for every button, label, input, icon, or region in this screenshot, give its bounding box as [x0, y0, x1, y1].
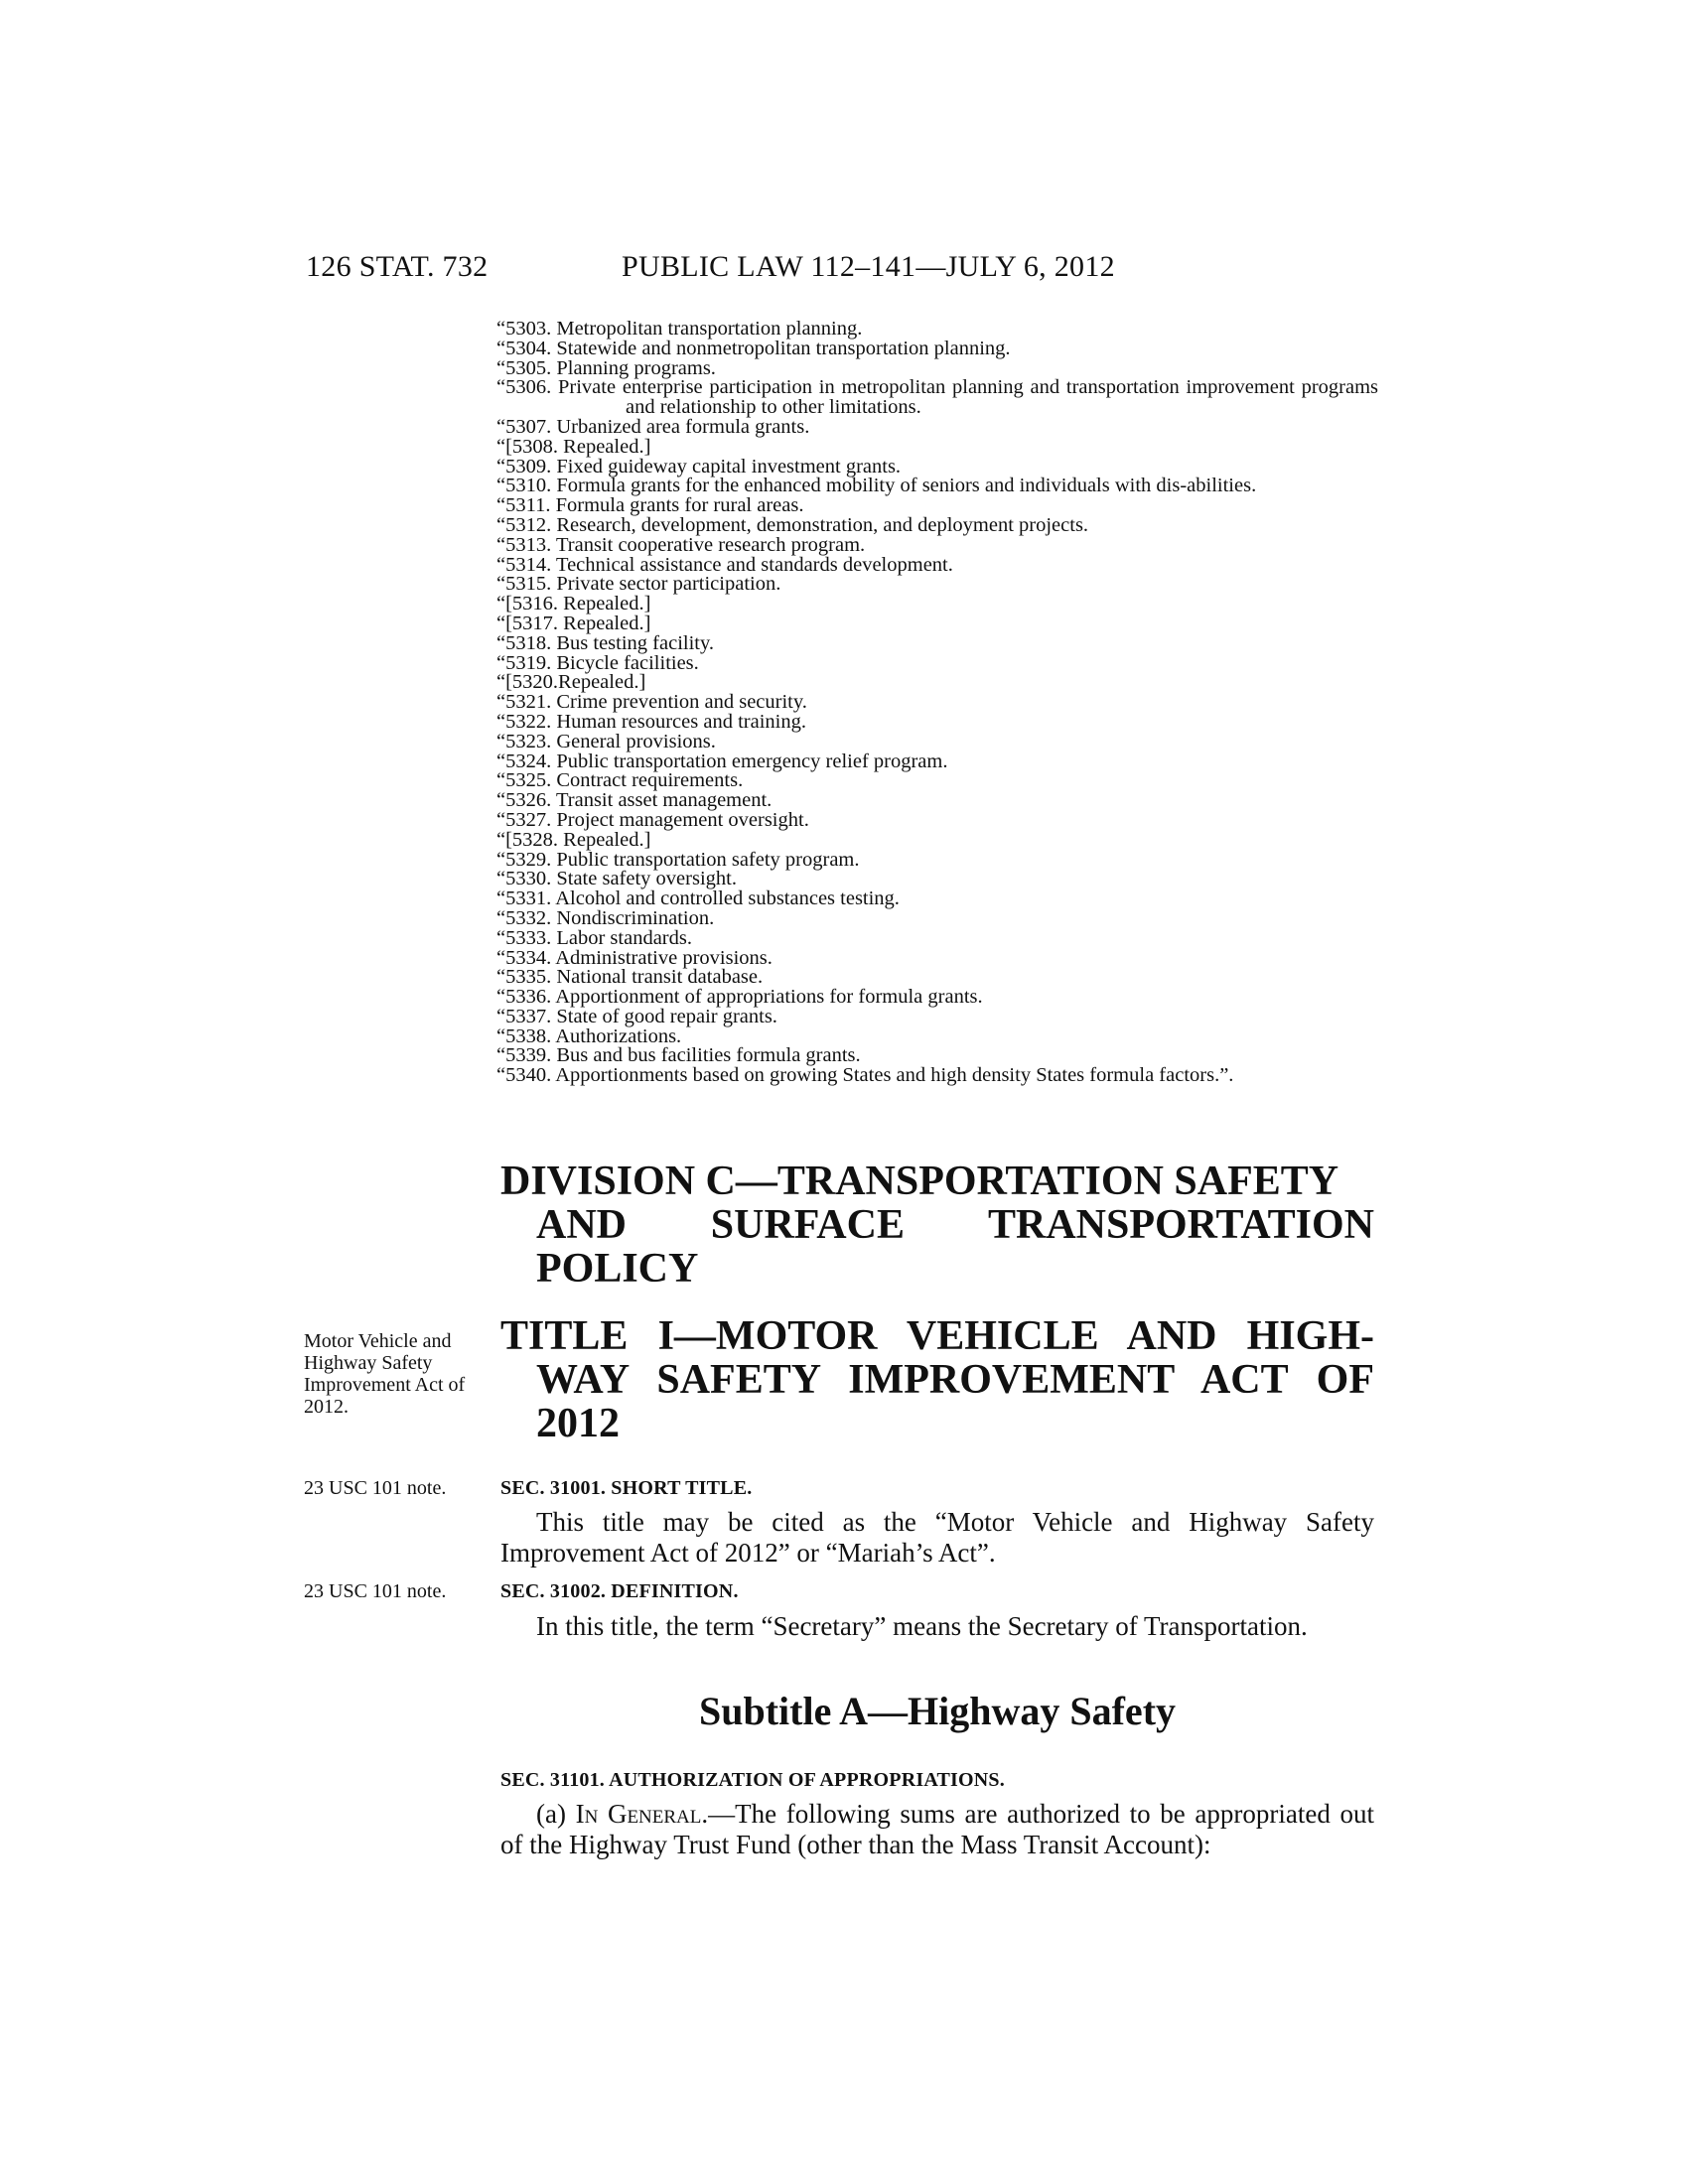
margin-note-title: Motor Vehicle and Highway Safety Improvement Act of 2012.	[304, 1330, 466, 1418]
running-header: PUBLIC LAW 112–141—JULY 6, 2012	[622, 250, 1115, 283]
paragraph-label: (a)	[536, 1799, 576, 1829]
subtitle-heading: Subtitle A—Highway Safety	[698, 1689, 1177, 1733]
toc-item: “5321. Crime prevention and security.	[496, 691, 807, 714]
toc-item: “5338. Authorizations.	[496, 1024, 682, 1047]
toc-item: “5307. Urbanized area formula grants.	[496, 415, 810, 438]
paragraph-caption: In General	[575, 1799, 702, 1829]
section-text: In this title, the term “Secretary” means the Secretary of Transportation.	[536, 1611, 1308, 1641]
section-text: This title may be cited as the “Motor Vehicle and Highway Safety Improvement Act of 2012” or “Mariah’s Act”.	[500, 1507, 1374, 1568]
toc-item: “[5317. Repealed.]	[496, 612, 651, 634]
toc-item: “5337. State of good repair grants.	[496, 1005, 777, 1027]
toc-item: “5336. Apportionment of appropriations for formula grants.	[496, 986, 983, 1009]
toc-item: “5329. Public transportation safety program.	[496, 848, 860, 871]
toc-item: “5327. Project management oversight.	[496, 808, 809, 831]
toc-item: “5339. Bus and bus facilities formula grants.	[496, 1044, 861, 1067]
division-heading	[500, 1160, 1374, 1291]
title-heading	[500, 1314, 1374, 1445]
toc-item: “5332. Nondiscrimination.	[496, 906, 715, 929]
toc-item: “5303. Metropolitan transportation planning.	[496, 318, 863, 340]
margin-note-usc: 23 USC 101 note.	[304, 1477, 447, 1499]
margin-note-usc: 23 USC 101 note.	[304, 1580, 447, 1602]
toc-item: “5326. Transit asset management.	[496, 789, 773, 812]
toc-item: “5335. National transit database.	[496, 966, 764, 989]
toc-item: “5313. Transit cooperative research program.	[496, 533, 866, 556]
toc-item: “5319. Bicycle facilities.	[496, 651, 699, 674]
toc-item: “5333. Labor standards.	[496, 926, 692, 949]
toc-item: “5310. Formula grants for the enhanced mobility of seniors and individuals with dis-abilities.	[496, 475, 1257, 497]
toc-item: “5306. Private enterprise participation in metropolitan planning and transportation improvement programs and relationship to other limitations.	[496, 376, 1378, 419]
toc-item: “5309. Fixed guideway capital investment grants.	[496, 455, 902, 478]
section-heading: SEC. 31002. DEFINITION.	[500, 1580, 739, 1602]
toc-item: “5305. Planning programs.	[496, 356, 716, 379]
toc-item: “5324. Public transportation emergency relief program.	[496, 750, 948, 772]
section-heading: SEC. 31101. AUTHORIZATION OF APPROPRIATIONS.	[500, 1769, 1005, 1791]
toc-item: “5340. Apportionments based on growing States and high density States formula factors.”.	[496, 1064, 1234, 1087]
section-text	[500, 1799, 1374, 1860]
table-of-contents	[496, 320, 1378, 1086]
title-heading-line: WAY SAFETY IMPROVEMENT ACT OF	[536, 1357, 1374, 1403]
toc-item: “5314. Technical assistance and standards development.	[496, 553, 953, 576]
division-heading-line: AND SURFACE TRANSPORTATION	[536, 1202, 1374, 1248]
page-reference: 126 STAT. 732	[306, 250, 489, 283]
division-heading-line: DIVISION C—TRANSPORTATION SAFETY	[500, 1159, 1339, 1204]
toc-item: “5322. Human resources and training.	[496, 710, 806, 733]
toc-item: “5330. State safety oversight.	[496, 868, 737, 890]
toc-item: “[5320.Repealed.]	[496, 671, 646, 694]
toc-item: “[5316. Repealed.]	[496, 593, 651, 615]
paragraph-body: .—The following sums are authorized to be appropriated out of the Highway Trust Fund (other than the Mass Transit Account):	[500, 1799, 1374, 1859]
toc-item: “5312. Research, development, demonstration, and deployment projects.	[496, 513, 1089, 536]
title-heading-line: 2012	[536, 1401, 620, 1446]
toc-item: “5315. Private sector participation.	[496, 573, 781, 596]
toc-item: “[5308. Repealed.]	[496, 435, 651, 458]
toc-item: “5325. Contract requirements.	[496, 769, 744, 792]
toc-item: “5334. Administrative provisions.	[496, 946, 773, 969]
title-heading-line: TITLE I—MOTOR VEHICLE AND HIGH-	[500, 1313, 1374, 1359]
toc-item: “5323. General provisions.	[496, 730, 716, 752]
toc-item: “5318. Bus testing facility.	[496, 631, 715, 654]
division-heading-line: POLICY	[536, 1246, 699, 1292]
toc-item: “5311. Formula grants for rural areas.	[496, 494, 804, 517]
toc-item: “[5328. Repealed.]	[496, 828, 651, 851]
toc-item: “5331. Alcohol and controlled substances testing.	[496, 887, 900, 910]
section-heading: SEC. 31001. SHORT TITLE.	[500, 1477, 753, 1499]
toc-item: “5304. Statewide and nonmetropolitan transportation planning.	[496, 337, 1011, 359]
